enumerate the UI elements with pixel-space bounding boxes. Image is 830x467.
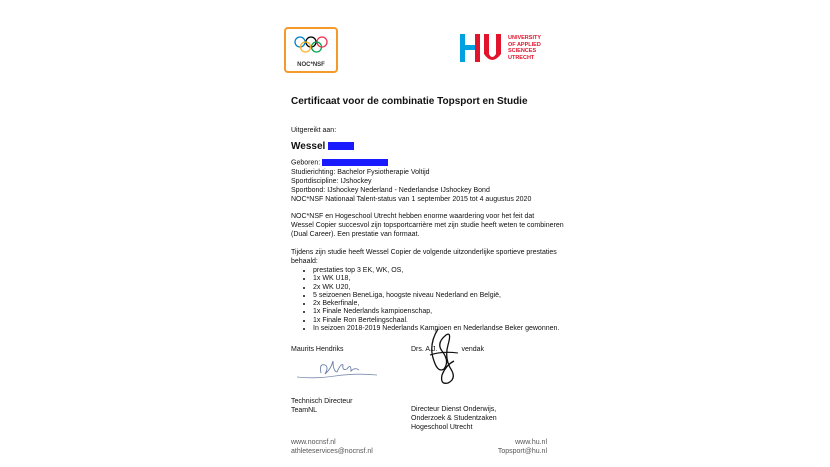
footer-link-email[interactable]: Topsport@hu.nl bbox=[497, 448, 547, 455]
hu-logo bbox=[458, 32, 548, 68]
detail-line: Sportbond: IJshockey Nederland - Nederlandse IJshockey Bond bbox=[291, 187, 490, 194]
noc-nsf-logo bbox=[284, 27, 338, 73]
signature-left bbox=[295, 355, 380, 383]
list-item: • 1x Finale Nederlands kampioenschap, bbox=[313, 308, 559, 316]
footer-left bbox=[291, 438, 373, 456]
born-line bbox=[291, 159, 388, 166]
detail-line: Sportdiscipline: IJshockey bbox=[291, 178, 372, 185]
list-item: • 1x Finale Ron Bertelingschaal. bbox=[313, 317, 559, 325]
achievements-list bbox=[301, 267, 559, 333]
footer-right bbox=[498, 438, 547, 456]
detail-line: Studierichting: Bachelor Fysiotherapie Voltijd bbox=[291, 169, 430, 176]
list-item: • prestaties top 3 EK, WK, OS, bbox=[313, 267, 559, 275]
paragraph-line: Tijdens zijn studie heeft Wessel Copier de volgende uitzonderlijke sportieve prestaties bbox=[291, 249, 557, 256]
role-line: TeamNL bbox=[291, 407, 318, 414]
footer-link-website[interactable]: www.nocnsf.nl bbox=[291, 439, 336, 446]
issued-to-label: Uitgereikt aan: bbox=[291, 127, 337, 134]
recipient-name bbox=[291, 141, 354, 152]
paragraph-line: Wessel Copier succesvol zijn topsportcarrière met zijn studie heeft weten te combineren bbox=[291, 222, 564, 229]
signatory-left-name: Maurits Hendriks bbox=[291, 346, 344, 353]
appreciation-paragraph bbox=[291, 212, 564, 239]
paragraph-line: NOC*NSF en Hogeschool Utrecht hebben enorme waardering voor het feit dat bbox=[291, 213, 535, 220]
noc-nsf-logo-text: NOC*NSF bbox=[297, 62, 325, 68]
hu-logo-line: OF APPLIED bbox=[508, 41, 541, 48]
signature-right bbox=[424, 325, 464, 387]
hu-logo-text bbox=[508, 35, 541, 61]
list-item: • 2x WK U20, bbox=[313, 284, 559, 292]
achievements-intro bbox=[291, 248, 557, 266]
signatory-right-name-start: Drs. A.J. bbox=[411, 346, 438, 353]
paragraph-line: behaald: bbox=[291, 258, 318, 265]
redaction-bar bbox=[322, 159, 388, 166]
olympic-rings-icon bbox=[286, 29, 336, 59]
born-label: Geboren: bbox=[291, 159, 321, 167]
hu-logo-line: SCIENCES bbox=[508, 48, 537, 54]
list-item: • 5 seizoenen BeneLiga, hoogste niveau Nederland en België, bbox=[313, 292, 559, 300]
role-line: Onderzoek & Studentzaken bbox=[411, 415, 497, 422]
hu-mark-icon bbox=[458, 32, 504, 64]
detail-line: NOC*NSF Nationaal Talent-status van 1 september 2015 tot 4 augustus 2020 bbox=[291, 196, 532, 203]
role-line: Hogeschool Utrecht bbox=[411, 424, 473, 431]
footer-link-email[interactable]: athleteservices@nocnsf.nl bbox=[291, 448, 373, 455]
signatory-right-name-end: vendak bbox=[461, 346, 485, 353]
paragraph-line: (Dual Career). Een prestatie van formaat. bbox=[291, 231, 420, 238]
recipient-first-name: Wessel bbox=[291, 141, 326, 152]
signatory-right-role bbox=[411, 405, 497, 432]
list-item: • 1x WK U18, bbox=[313, 275, 559, 283]
list-item: • In seizoen 2018-2019 Nederlands Kampioen en Nederlandse Beker gewonnen. bbox=[313, 325, 559, 333]
role-line: Technisch Directeur bbox=[291, 398, 353, 405]
details-block bbox=[291, 168, 531, 204]
certificate-title: Certificaat voor de combinatie Topsport en Studie bbox=[291, 96, 528, 107]
redaction-bar bbox=[328, 142, 354, 150]
signatory-left-role bbox=[291, 397, 352, 415]
footer-link-website[interactable]: www.hu.nl bbox=[515, 439, 547, 446]
role-line: Directeur Dienst Onderwijs, bbox=[411, 406, 497, 413]
hu-logo-line: UNIVERSITY bbox=[508, 35, 542, 41]
hu-logo-line: UTRECHT bbox=[508, 54, 535, 61]
list-item: • 2x Bekerfinale, bbox=[313, 300, 559, 308]
